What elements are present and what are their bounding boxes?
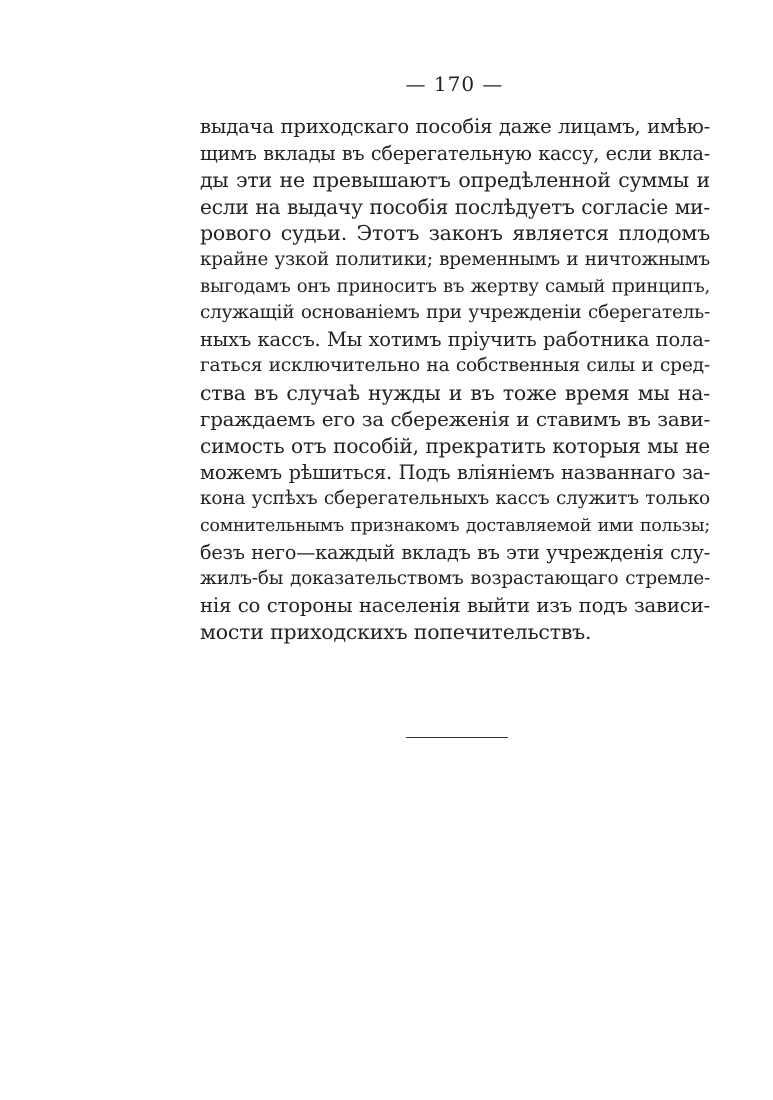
text-line: безъ него—каждый вкладъ въ эти учрежденія слу-	[200, 540, 710, 564]
text-line: граждаемъ его за сбереженія и ставимъ въ зави-	[200, 407, 710, 431]
text-line: выдача приходскаго пособія даже лицамъ, имѣю-	[200, 115, 710, 138]
text-line: жилъ-бы доказательствомъ возрастающаго стремле-	[200, 568, 710, 590]
text-line: нія со стороны населенія выйти изъ подъ зависи-	[200, 593, 710, 617]
text-line: симость отъ пособій, прекратить которыя мы не	[200, 434, 710, 459]
text-line: гаться исключительно на собственныя силы и сред-	[200, 355, 710, 377]
text-line: крайне узкой политики; временнымъ и ничтожнымъ	[200, 248, 710, 270]
text-line: рового судьи. Этотъ законъ является плодомъ	[200, 221, 710, 246]
text-line: кона успѣхъ сберегательныхъ кассъ служитъ только	[200, 488, 710, 510]
text-line-last: мости приходскихъ попечительствъ.	[200, 620, 592, 645]
text-line: служащій основаніемъ при учрежденіи сберегатель-	[200, 302, 710, 324]
text-line: сомнительнымъ признакомъ доставляемой ими пользы;	[200, 515, 710, 536]
text-line: если на выдачу пособія послѣдуетъ согласіе ми-	[200, 194, 710, 219]
text-line: щимъ вклады въ сберегательную кассу, если вкла-	[200, 141, 710, 165]
text-line: можемъ рѣшиться. Подъ вліяніемъ названнаго за-	[200, 460, 710, 484]
text-line: ства въ случаѣ нужды и въ тоже время мы на-	[200, 380, 710, 405]
body-text	[200, 114, 710, 646]
text-line: ныхъ кассъ. Мы хотимъ пріучить работника пола-	[200, 327, 710, 351]
page-number: — 170 —	[405, 72, 504, 96]
text-line: выгодамъ онъ приноситъ въ жертву самый принципъ,	[200, 275, 710, 297]
text-line: ды эти не превышаютъ опредѣленной суммы и	[200, 168, 710, 193]
section-end-rule	[406, 737, 508, 738]
